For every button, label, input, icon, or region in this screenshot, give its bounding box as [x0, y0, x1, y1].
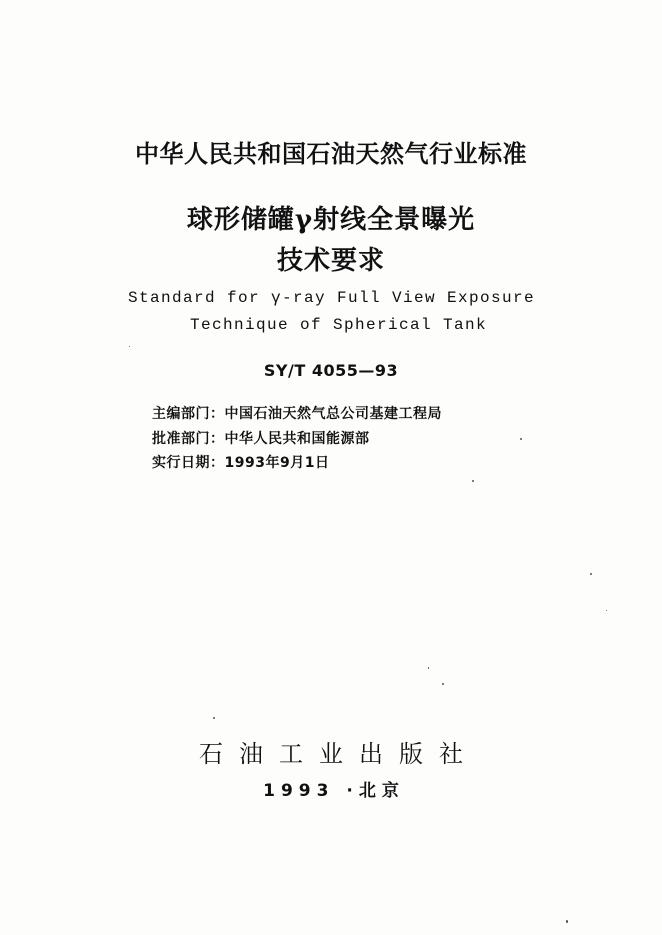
publisher-name: 石油工业出版社	[199, 740, 479, 768]
sponsor-department: 主编部门：中国石油天然气总公司基建工程局	[152, 406, 442, 422]
english-title-line-2: Technique of Spherical Tank	[190, 316, 488, 334]
scan-speck	[213, 717, 215, 719]
scan-speck	[442, 683, 444, 685]
chinese-title-line-2: 技术要求	[276, 246, 385, 276]
chinese-title-line-1: 球形储罐γ射线全景曝光	[186, 205, 476, 235]
standard-code: SY/T 4055—93	[263, 361, 399, 380]
industry-standard-heading: 中华人民共和国石油天然气行业标准	[135, 140, 527, 168]
scan-speck	[472, 480, 474, 482]
scan-speck	[566, 920, 568, 923]
english-title-line-1: Standard for γ-ray Full View Exposure	[128, 289, 536, 307]
scan-speck	[428, 667, 429, 669]
effective-date: 实行日期：1993年9月1日	[152, 455, 330, 471]
scan-speck	[129, 346, 130, 347]
scan-speck	[590, 573, 592, 575]
scan-speck	[520, 438, 522, 440]
approving-department: 批准部门：中华人民共和国能源部	[152, 431, 370, 447]
publication-year-place: 1993 ·北京	[263, 781, 405, 801]
scan-speck	[606, 610, 607, 611]
